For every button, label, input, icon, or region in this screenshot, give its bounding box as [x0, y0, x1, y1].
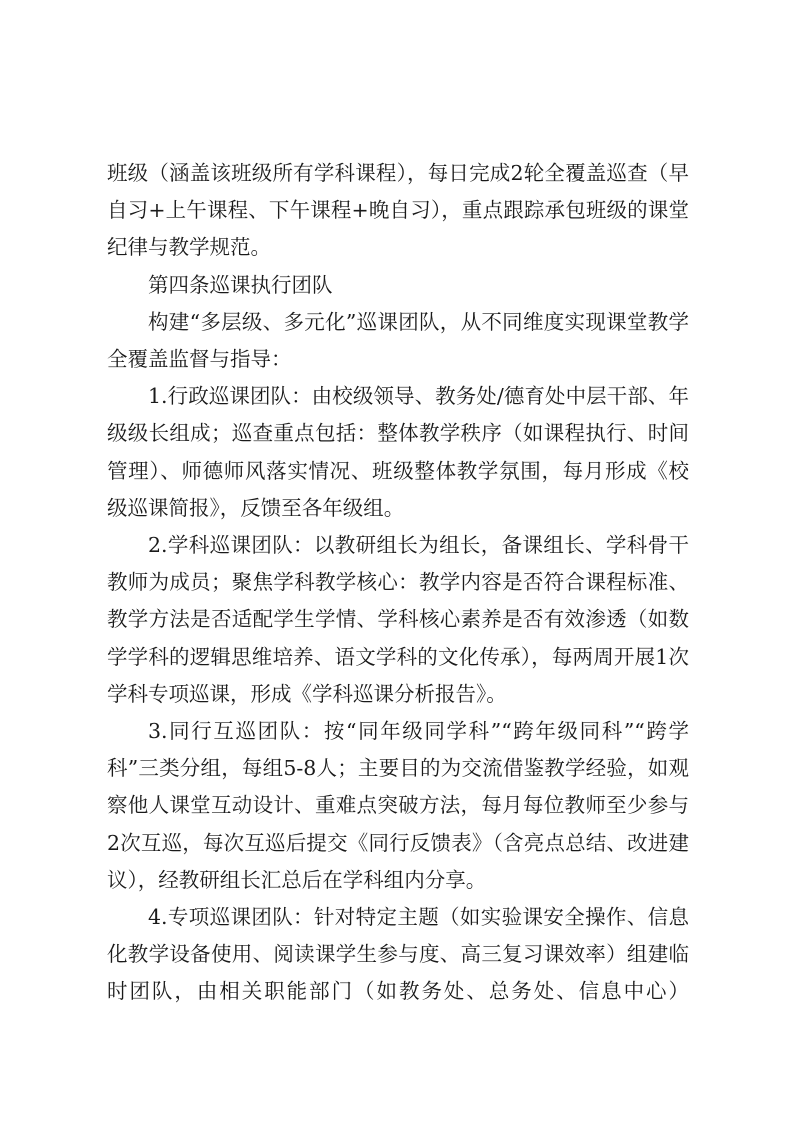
- paragraph-admin-team: 1.行政巡课团队：由校级领导、教务处/德育处中层干部、年级级长组成；巡查重点包括：整体教学秩序（如课程执行、时间管理）、师德师风落实情况、班级整体教学氛围，每月形成《校级巡课简报》，反馈至各年级组。: [107, 384, 689, 520]
- paragraph-team-intro: 构建“多层级、多元化”巡课团队，从不同维度实现课堂教学全覆盖监督与指导：: [107, 309, 689, 372]
- document-body: [107, 155, 689, 1011]
- paragraph-special-team: 4.专项巡课团队：针对特定主题（如实验课安全操作、信息化教学设备使用、阅读课学生参与度、高三复习课效率）组建临时团队，由相关职能部门（如教务处、总务处、信息中心）: [107, 905, 689, 1004]
- article-heading-4: 第四条巡课执行团队: [148, 272, 333, 297]
- paragraph-subject-team: 2.学科巡课团队：以教研组长为组长，备课组长、学科骨干教师为成员；聚焦学科教学核心：教学内容是否符合课程标准、教学方法是否适配学生学情、学科核心素养是否有效渗透（如数学学科的逻辑思维培养、语文学科的文化传承），每两周开展1次学科专项巡课，形成《学科巡课分析报告》。: [107, 533, 689, 706]
- paragraph-peer-team: 3.同行互巡团队：按“同年级同学科”“跨年级同科”“跨学科”三类分组，每组5-8人；主要目的为交流借鉴教学经验，如观察他人课堂互动设计、重难点突破方法，每月每位教师至少参与2次互巡，每次互巡后提交《同行反馈表》（含亮点总结、改进建议），经教研组长汇总后在学科组内分享。: [107, 719, 689, 892]
- paragraph-class-patrol-continued: 班级（涵盖该班级所有学科课程），每日完成2轮全覆盖巡查（早自习+上午课程、下午课程+晚自习），重点跟踪承包班级的课堂纪律与教学规范。: [107, 161, 689, 260]
